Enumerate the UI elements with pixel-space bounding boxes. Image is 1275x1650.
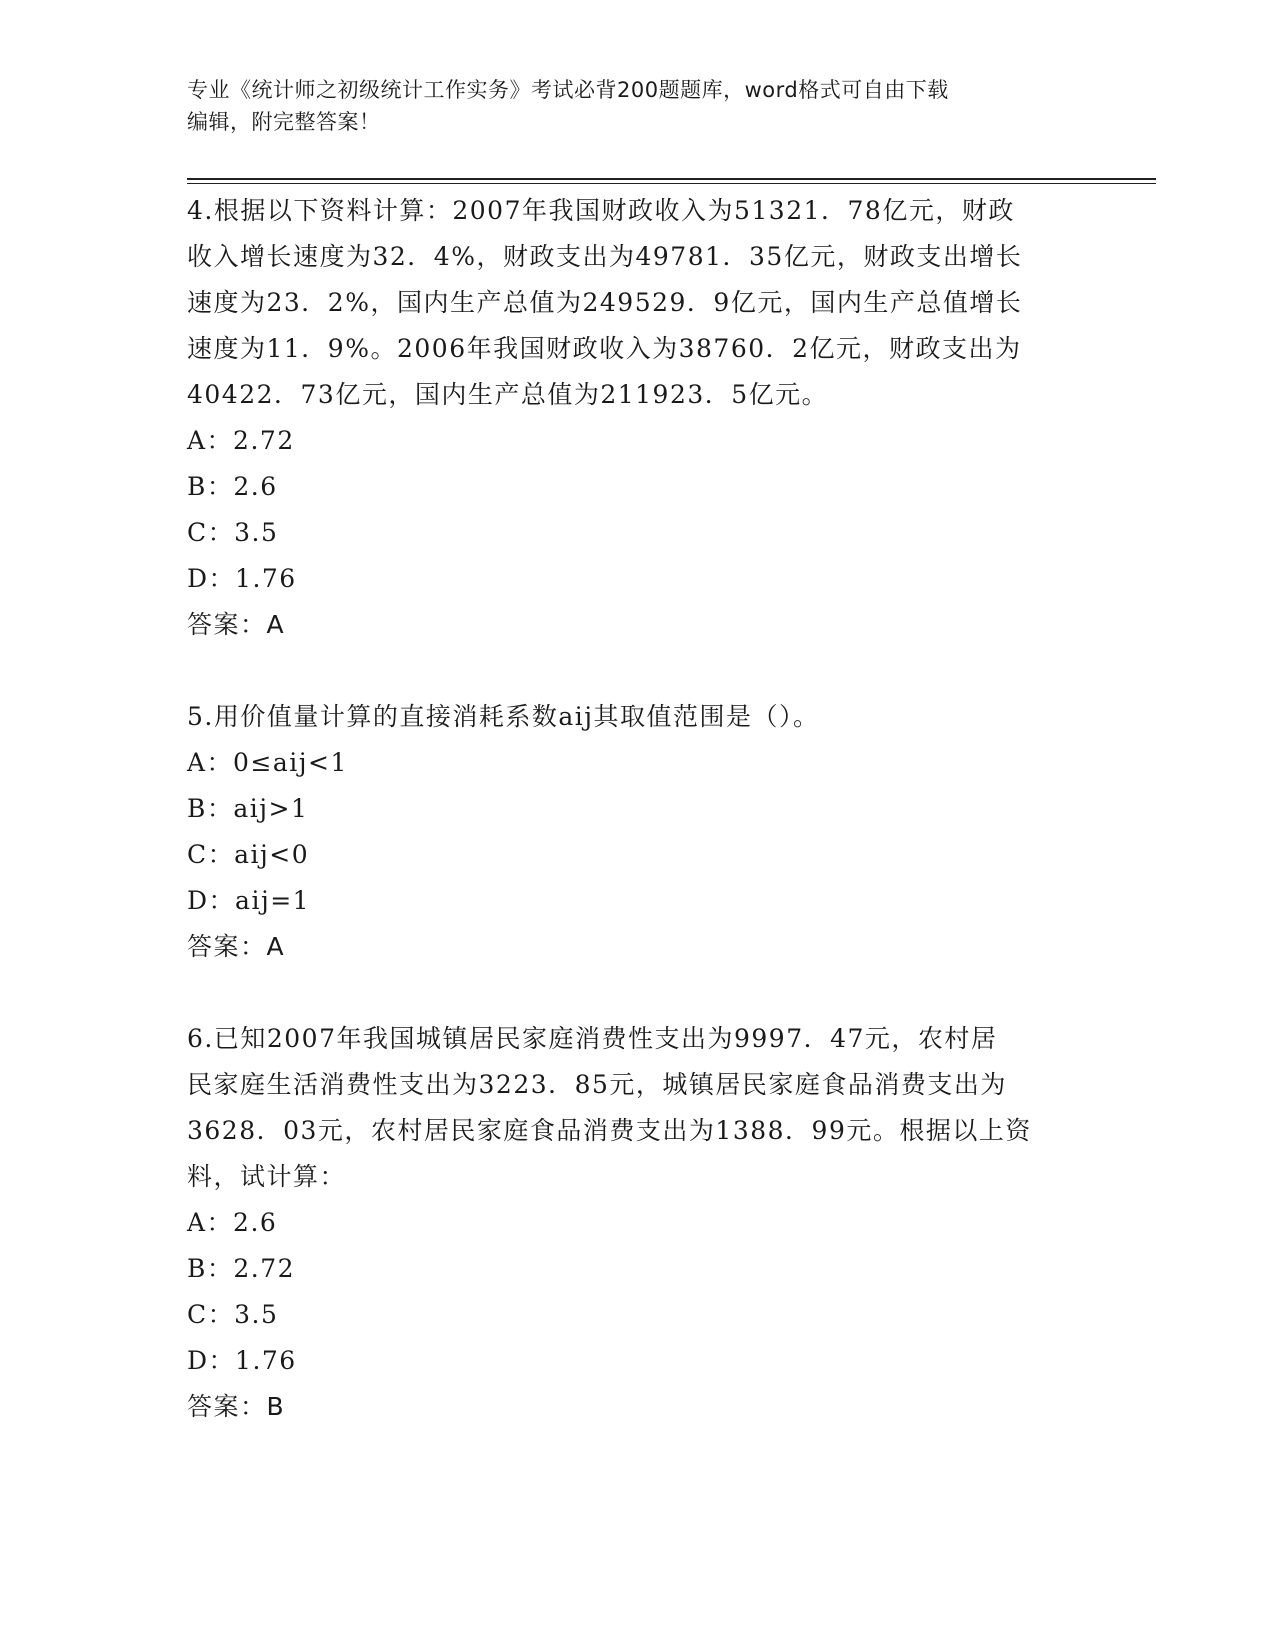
header-line-2: 编辑，附完整答案！ [187,110,381,134]
option-a: A：2.72 [187,426,295,455]
question-spacer [187,970,1087,1016]
header-divider-thin [187,183,1156,184]
option-b: B：2.72 [187,1254,296,1283]
option-d: D：aij=1 [187,886,311,915]
question-block [187,1016,1087,1430]
question-spacer [187,648,1087,694]
question-text-line: 速度为23．2%，国内生产总值为249529．9亿元，国内生产总值增长 [187,288,1023,317]
answer-line: 答案：A [187,610,286,639]
question-text-line: 4.根据以下资料计算：2007年我国财政收入为51321．78亿元，财政 [187,196,1015,225]
question-text-line: 40422．73亿元，国内生产总值为211923．5亿元。 [187,380,829,409]
option-c: C：aij<0 [187,840,310,869]
option-c: C：3.5 [187,1300,279,1329]
question-block [187,188,1087,648]
question-text-line: 3628．03元，农村居民家庭食品消费支出为1388．99元。根据以上资 [187,1116,1032,1145]
header-line-1: 专业《统计师之初级统计工作实务》考试必背200题题库，word格式可自由下载 [187,78,949,102]
option-d: D：1.76 [187,1346,297,1375]
question-block [187,694,1087,970]
question-text-line: 速度为11．9%。2006年我国财政收入为38760．2亿元，财政支出为 [187,334,1022,363]
option-b: B：aij>1 [187,794,309,823]
document-header [187,74,1087,138]
header-divider-thick [187,178,1156,180]
answer-line: 答案：B [187,1392,286,1421]
question-text-line: 料，试计算： [187,1162,347,1191]
question-list [187,188,1087,1430]
question-text-line: 收入增长速度为32．4%，财政支出为49781．35亿元，财政支出增长 [187,242,1023,271]
option-a: A：0≤aij<1 [187,748,348,777]
answer-line: 答案：A [187,932,286,961]
option-d: D：1.76 [187,564,297,593]
question-text-line: 5.用价值量计算的直接消耗系数aij其取值范围是（）。 [187,702,820,731]
question-text-line: 民家庭生活消费性支出为3223．85元，城镇居民家庭食品消费支出为 [187,1070,1007,1099]
option-c: C：3.5 [187,518,279,547]
option-a: A：2.6 [187,1208,278,1237]
question-text-line: 6.已知2007年我国城镇居民家庭消费性支出为9997．47元，农村居 [187,1024,998,1053]
option-b: B：2.6 [187,472,278,501]
